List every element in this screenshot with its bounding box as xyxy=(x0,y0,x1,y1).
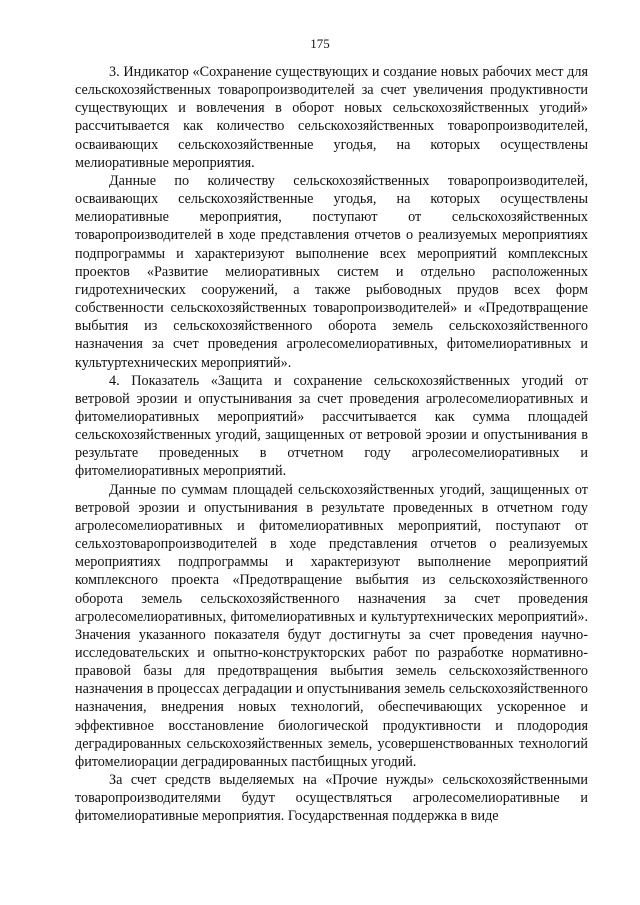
paragraph-indicator-3: 3. Индикатор «Сохранение существующих и создание новых рабочих мест для сельскохозяйственных товаропроизводителей за счет увеличения продуктивности существующих и вовлечения в оборот новых сельскохозяйственных угодий» рассчитывается как количество сельскохозяйственных товаропроизводителей, осваивающих сельскохозяйственные угодья, на которых осуществлены мелиоративные мероприятия. xyxy=(75,64,588,171)
paragraph-indicator-4: 4. Показатель «Защита и сохранение сельскохозяйственных угодий от ветровой эрозии и опустынивания за счет проведения агролесомелиоративных и фитомелиоративных мероприятий» рассчитывается как сумма площадей сельскохозяйственных угодий, защищенных от ветровой эрозии и опустынивания в результате проведенных в отчетном году агролесомелиоративных и фитомелиоративных мероприятий. xyxy=(75,372,588,480)
document-body xyxy=(75,63,588,826)
paragraph-indicator-3-data-source: Данные по количеству сельскохозяйственных товаропроизводителей, осваивающих сельскохозяйственные угодья, на которых осуществлены мелиоративные мероприятия, поступают от сельскохозяйственных товаропроизводителей в ходе представления отчетов о реализуемых мероприятиях подпрограммы и характеризуют выполнение всех мероприятий комплексных проектов «Развитие мелиоративных систем и отдельно расположенных гидротехнических сооружений, а также рыбоводных прудов всех форм собственности сельскохозяйственных товаропроизводителей» и «Предотвращение выбытия из сельскохозяйственного оборота земель сельскохозяйственного назначения за счет проведения агролесомелиоративных, фитомелиоративных и культуртехнических мероприятий». xyxy=(75,172,588,371)
paragraph-other-needs: За счет средств выделяемых на «Прочие нужды» сельскохозяйственными товаропроизводителями будут осуществляться агролесомелиоративные и фитомелиоративные мероприятия. Государственная поддержка в виде xyxy=(75,772,588,825)
page-number: 175 xyxy=(310,36,330,51)
paragraph-indicator-4-data-source: Данные по суммам площадей сельскохозяйственных угодий, защищенных от ветровой эрозии и опустынивания в результате проведенных в отчетном году агролесомелиоративных и фитомелиоративных мероприятий, поступают от сельхозтоваропроизводителей в ходе представления отчетов о реализуемых мероприятиях подпрограммы и характеризуют выполнение мероприятий комплексного проекта «Предотвращение выбытия из сельскохозяйственного оборота земель сельскохозяйственного назначения за счет проведения агролесомелиоративных, фитомелиоративных и культуртехнических мероприятий». Значения указанного показателя будут достигнуты за счет проведения научно-исследовательских и опытно-конструкторских работ по разработке нормативно-правовой базы для предотвращения выбытия земель сельскохозяйственного назначения в процессах деградации и опустынивания земель сельскохозяйственного назначения, внедрения новых технологий, обеспечивающих ускоренное и эффективное восстановление биологической продуктивности и плодородия деградированных сельскохозяйственных земель, усовершенствованных технологий фитомелиорации деградированных пастбищных угодий. xyxy=(75,481,588,770)
